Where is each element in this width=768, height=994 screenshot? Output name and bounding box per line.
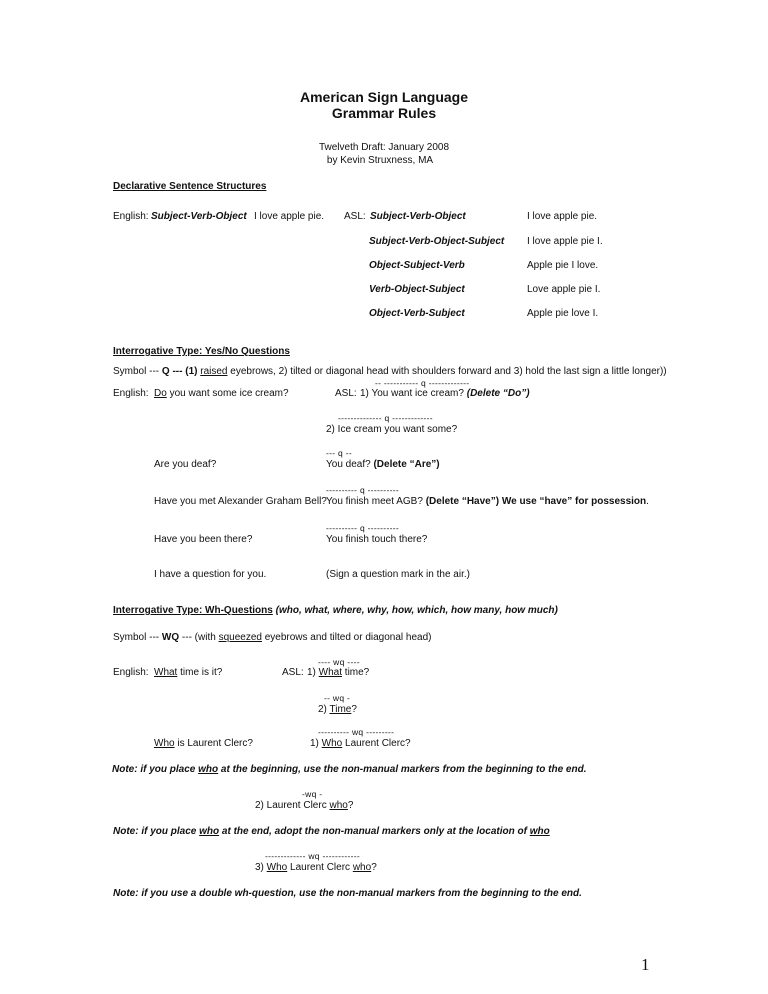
q1-do: Do bbox=[154, 388, 167, 399]
wh-a5-pre: 3) bbox=[255, 862, 267, 873]
note1-pre: Note: if you place bbox=[112, 764, 199, 775]
yesno-symbol-line bbox=[113, 365, 667, 378]
note2-who2: who bbox=[529, 826, 550, 837]
wh-a3-rest: Laurent Clerc? bbox=[342, 738, 411, 749]
wh-question-2 bbox=[154, 737, 253, 750]
wh-heading bbox=[113, 604, 558, 617]
wh-q2-rest: is Laurent Clerc? bbox=[174, 738, 253, 749]
wh-marker-2: -- wq - bbox=[324, 693, 351, 703]
wh-note-1 bbox=[112, 763, 586, 776]
wh-note-2 bbox=[113, 825, 550, 838]
yesno-heading: Interrogative Type: Yes/No Questions bbox=[113, 346, 290, 357]
nmm-marker-2: -------------- q ------------- bbox=[338, 413, 433, 423]
a1-note: (Delete “Do”) bbox=[466, 388, 530, 399]
wh-answer-5 bbox=[255, 861, 377, 874]
asl-example-4: Love apple pie I. bbox=[527, 284, 601, 295]
declarative-english-example: I love apple pie. bbox=[254, 211, 325, 222]
a3-text: You deaf? bbox=[326, 459, 374, 470]
wh-a2-rest: ? bbox=[351, 704, 357, 715]
wh-marker-1: ---- wq ---- bbox=[318, 657, 360, 667]
symbol-prefix: Symbol --- bbox=[113, 366, 162, 377]
note1-rest: at the beginning, use the non-manual markers from the beginning to the end. bbox=[218, 764, 587, 775]
wh-a1-what: What bbox=[318, 667, 343, 678]
asl-example-3: Apple pie I love. bbox=[527, 260, 599, 271]
wh-symbol-squeezed: squeezed bbox=[218, 632, 262, 643]
asl-structure-1: Subject-Verb-Object bbox=[370, 211, 466, 222]
a4-note: (Delete “Have”) We use “have” for possession bbox=[425, 496, 647, 507]
wh-marker-3: ---------- wq --------- bbox=[318, 727, 395, 737]
yesno-asl-label: ASL: bbox=[335, 388, 357, 399]
wh-a5-who2: who bbox=[352, 862, 372, 873]
document-title-line1: American Sign Language bbox=[299, 89, 469, 105]
wh-a3-who: Who bbox=[321, 738, 343, 749]
nmm-marker-4: ---------- q ---------- bbox=[326, 485, 399, 495]
yesno-answer-5: You finish touch there? bbox=[326, 534, 428, 545]
yesno-question-2: Are you deaf? bbox=[154, 459, 217, 470]
wh-answer-1 bbox=[307, 666, 369, 679]
a1-text: 1) You want ice cream? bbox=[360, 388, 467, 399]
a4-text: You finish meet AGB? bbox=[326, 496, 426, 507]
symbol-q: Q bbox=[161, 366, 170, 377]
wh-symbol-rest: eyebrows and tilted or diagonal head) bbox=[261, 632, 432, 643]
wh-q1-rest: time is it? bbox=[177, 667, 223, 678]
wh-a2-pre: 2) bbox=[318, 704, 330, 715]
yesno-question-3: Have you met Alexander Graham Bell? bbox=[154, 496, 327, 507]
wh-a1-pre: 1) bbox=[307, 667, 319, 678]
declarative-asl-label: ASL: bbox=[344, 211, 366, 222]
asl-example-1: I love apple pie. bbox=[527, 211, 598, 222]
wh-q1-what: What bbox=[154, 667, 178, 678]
draft-line: Twelveth Draft: January 2008 bbox=[318, 142, 450, 153]
declarative-english-label: English: bbox=[113, 211, 149, 222]
wh-symbol-wq: WQ bbox=[161, 632, 180, 643]
yesno-answer-6: (Sign a question mark in the air.) bbox=[326, 569, 470, 580]
yesno-english-label: English: bbox=[113, 388, 149, 399]
asl-structure-2: Subject-Verb-Object-Subject bbox=[369, 236, 505, 247]
wh-marker-5: ------------- wq ------------ bbox=[265, 851, 361, 861]
a3-note: (Delete “Are”) bbox=[373, 459, 440, 470]
q1-rest: you want some ice cream? bbox=[166, 388, 289, 399]
symbol-rest: eyebrows, 2) tilted or diagonal head with shoulders forward and 3) hold the last sign a little longer)) bbox=[227, 366, 667, 377]
asl-structure-3: Object-Subject-Verb bbox=[369, 260, 465, 271]
nmm-marker-1: -- ----------- q ------------- bbox=[375, 378, 470, 388]
note1-who: who bbox=[198, 764, 219, 775]
wh-a5-mid: Laurent Clerc bbox=[287, 862, 353, 873]
wh-a3-pre: 1) bbox=[310, 738, 322, 749]
yesno-answer-4 bbox=[326, 495, 649, 508]
yesno-answer-3 bbox=[326, 458, 440, 471]
a4-end: . bbox=[646, 496, 649, 507]
wh-a4-rest: ? bbox=[347, 800, 354, 811]
note2-who: who bbox=[199, 826, 220, 837]
yesno-question-5: I have a question for you. bbox=[154, 569, 267, 580]
wh-heading-list: (who, what, where, why, how, which, how many, how much) bbox=[272, 605, 558, 616]
document-title-line2: Grammar Rules bbox=[331, 105, 437, 121]
symbol-mid: --- (1) bbox=[169, 366, 201, 377]
wh-english-label: English: bbox=[113, 667, 149, 678]
symbol-raised: raised bbox=[200, 366, 228, 377]
yesno-question-4: Have you been there? bbox=[154, 534, 253, 545]
asl-structure-5: Object-Verb-Subject bbox=[369, 308, 465, 319]
page-number: 1 bbox=[641, 955, 650, 974]
yesno-answer-2: 2) Ice cream you want some? bbox=[326, 424, 458, 435]
declarative-english-structure: Subject-Verb-Object bbox=[151, 211, 247, 222]
wh-a1-rest: time? bbox=[342, 667, 370, 678]
wh-answer-2 bbox=[318, 703, 357, 716]
wh-a5-rest: ? bbox=[371, 862, 377, 873]
wh-a5-who: Who bbox=[266, 862, 288, 873]
asl-example-5: Apple pie love I. bbox=[527, 308, 599, 319]
note2-pre: Note: if you place bbox=[113, 826, 200, 837]
asl-example-2: I love apple pie I. bbox=[527, 236, 603, 247]
wh-heading-main: Interrogative Type: Wh-Questions bbox=[113, 605, 273, 616]
wh-q2-who: Who bbox=[154, 738, 175, 749]
nmm-marker-3: --- q -- bbox=[326, 448, 353, 458]
wh-answer-3 bbox=[310, 737, 411, 750]
note2-mid: at the end, adopt the non-manual markers only at the location of bbox=[219, 826, 530, 837]
wh-note-3: Note: if you use a double wh-question, use the non-manual markers from the beginning to the end. bbox=[113, 888, 582, 899]
wh-marker-4: -wq - bbox=[302, 789, 323, 799]
wh-question-1 bbox=[154, 666, 222, 679]
wh-symbol-line bbox=[113, 631, 432, 644]
yesno-question-1 bbox=[154, 387, 289, 400]
declarative-heading: Declarative Sentence Structures bbox=[113, 181, 267, 192]
wh-symbol-mid: --- (with bbox=[179, 632, 219, 643]
wh-answer-4 bbox=[255, 799, 353, 812]
wh-a2-time: Time bbox=[329, 704, 352, 715]
wh-a4-who: who bbox=[329, 800, 348, 811]
asl-structure-4: Verb-Object-Subject bbox=[369, 284, 465, 295]
yesno-answer-1 bbox=[360, 387, 530, 400]
wh-asl-label: ASL: bbox=[282, 667, 304, 678]
nmm-marker-5: ---------- q ---------- bbox=[326, 523, 399, 533]
wh-a4-pre: 2) Laurent Clerc bbox=[255, 800, 330, 811]
author-line: by Kevin Struxness, MA bbox=[326, 155, 434, 166]
wh-symbol-prefix: Symbol --- bbox=[113, 632, 162, 643]
